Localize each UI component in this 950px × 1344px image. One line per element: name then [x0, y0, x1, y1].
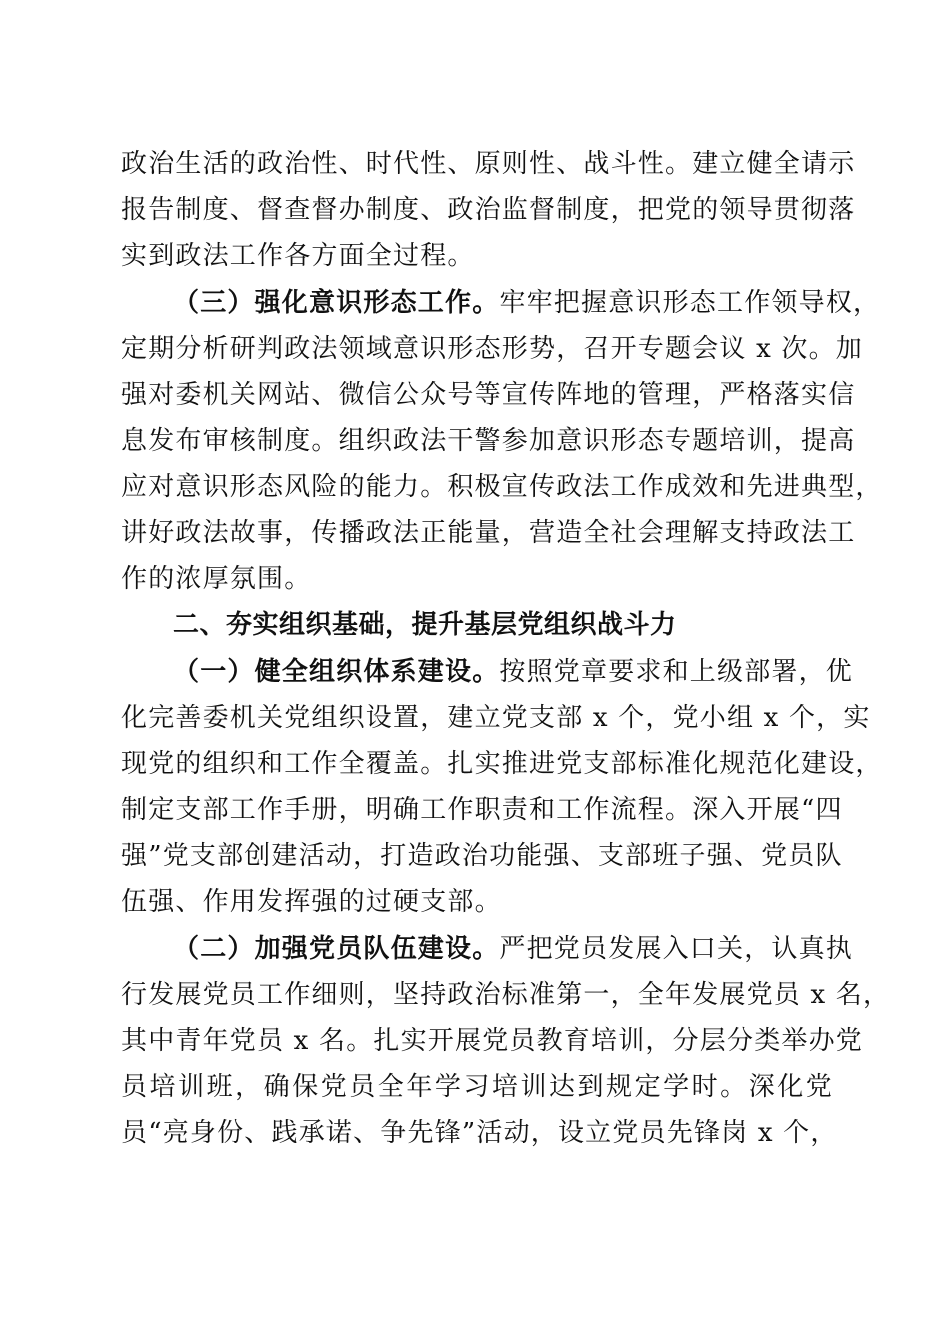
paragraph-line: 员“亮身份、践承诺、争先锋”活动，设立党员先锋岗 x 个， — [121, 1118, 838, 1148]
paragraph-line: 强”党支部创建活动，打造政治功能强、支部班子强、党员队 — [121, 841, 843, 871]
paragraph-line: 员培训班，确保党员全年学习培训达到规定学时。深化党 — [121, 1072, 833, 1102]
paragraph-line: 化完善委机关党组织设置，建立党支部 x 个，党小组 x 个，实 — [121, 703, 871, 733]
paragraph-text: 严把党员发展入口关，认真执 — [499, 934, 854, 964]
subsection-title: （三）强化意识形态工作。 — [173, 288, 500, 318]
paragraph-line: 应对意识形态风险的能力。积极宣传政法工作成效和先进典型， — [121, 472, 883, 502]
paragraph-line: 其中青年党员 x 名。扎实开展党员教育培训，分层分类举办党 — [121, 1026, 863, 1056]
paragraph-first-line — [173, 654, 854, 690]
paragraph-text: 按照党章要求和上级部署，优 — [499, 657, 854, 687]
paragraph-line: 伍强、作用发挥强的过硬支部。 — [121, 887, 502, 917]
section-heading: 二、夯实组织基础，提升基层党组织战斗力 — [173, 610, 677, 640]
paragraph-line: 实到政法工作各方面全过程。 — [121, 241, 475, 271]
paragraph-line: 作的浓厚氛围。 — [121, 564, 312, 594]
paragraph-line: 行发展党员工作细则，坚持政治标准第一，全年发展党员 x 名， — [121, 980, 891, 1010]
paragraph-line: 报告制度、督查督办制度、政治监督制度，把党的领导贯彻落 — [121, 195, 856, 225]
paragraph-line: 现党的组织和工作全覆盖。扎实推进党支部标准化规范化建设， — [121, 749, 883, 779]
subsection-title: （二）加强党员队伍建设。 — [173, 934, 500, 964]
subsection-title: （一）健全组织体系建设。 — [173, 657, 500, 687]
paragraph-line: 息发布审核制度。组织政法干警参加意识形态专题培训，提高 — [121, 426, 856, 456]
paragraph-first-line — [173, 931, 854, 967]
paragraph-line: 讲好政法故事，传播政法正能量，营造全社会理解支持政法工 — [121, 518, 856, 548]
paragraph-line: 制定支部工作手册，明确工作职责和工作流程。深入开展“四 — [121, 795, 843, 825]
paragraph-text: 牢牢把握意识形态工作领导权， — [499, 288, 881, 318]
paragraph-line: 政治生活的政治性、时代性、原则性、战斗性。建立健全请示 — [121, 149, 856, 179]
paragraph-line: 定期分析研判政法领域意识形态形势，召开专题会议 x 次。加 — [121, 334, 863, 364]
paragraph-line: 强对委机关网站、微信公众号等宣传阵地的管理，严格落实信 — [121, 380, 856, 410]
paragraph-first-line — [173, 285, 881, 321]
